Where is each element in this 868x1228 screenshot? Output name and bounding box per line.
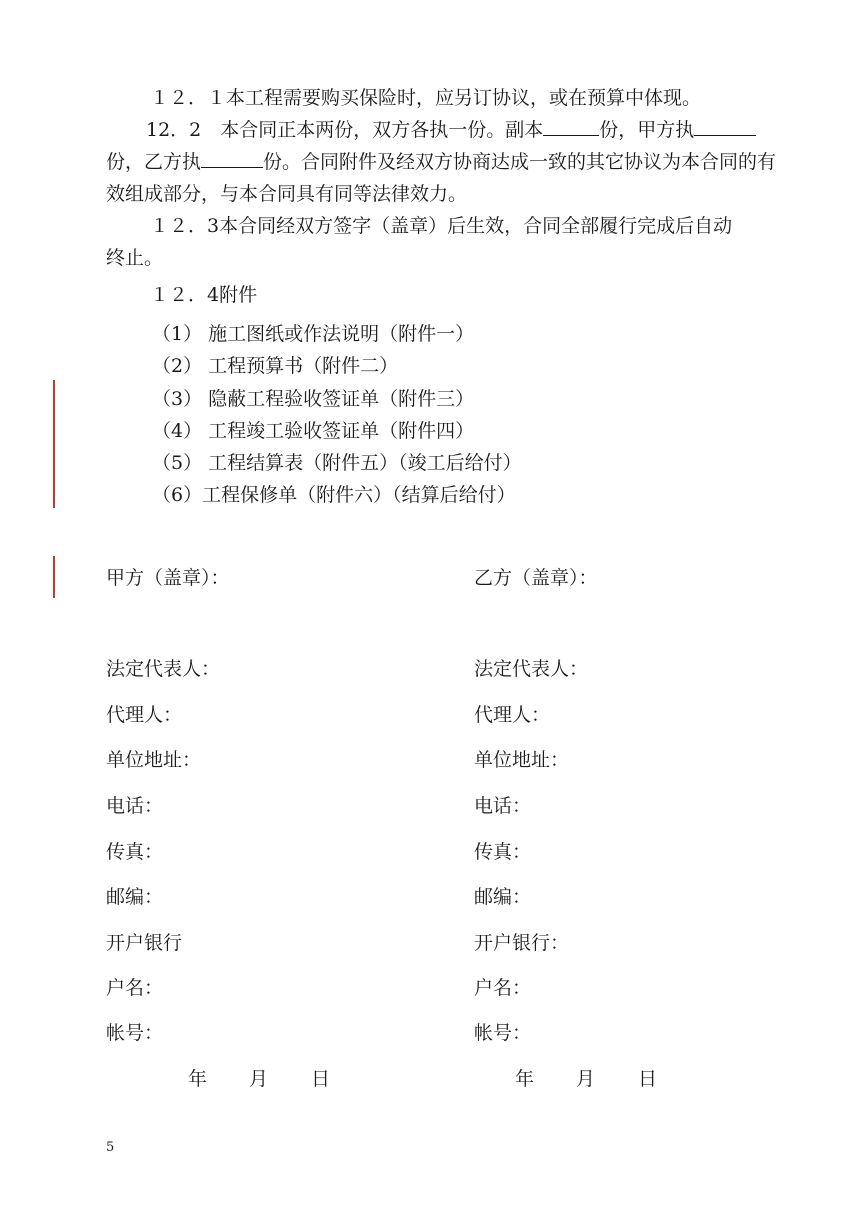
party-a-phone: 电话： — [106, 795, 164, 817]
party-b-date-day: 日 — [638, 1068, 658, 1090]
party-b-address: 单位地址： — [474, 749, 570, 771]
revision-mark — [53, 380, 55, 508]
party-b-phone: 电话： — [474, 795, 532, 817]
party-a-seal: 甲方（盖章）： — [106, 567, 230, 589]
party-b-account-name: 户名： — [474, 977, 532, 999]
clause-12-1: １２．１本工程需要购买保险时，应另订协议，或在预算中体现。 — [150, 87, 702, 109]
attachment-item: （5） 工程结算表（附件五）（竣工后给付） — [152, 452, 522, 474]
clause-12-2 — [106, 114, 782, 210]
party-a-date-year: 年 — [188, 1068, 208, 1090]
party-a-fax: 传真： — [106, 841, 164, 863]
attachment-item: （2） 工程预算书（附件二） — [152, 355, 399, 377]
clause-12-2-text: 份，乙方执 — [106, 151, 202, 173]
party-b-postcode: 邮编： — [474, 886, 532, 908]
party-a-agent: 代理人： — [106, 704, 183, 726]
party-a-representative: 法定代表人： — [106, 658, 221, 680]
party-b-date-year: 年 — [515, 1068, 535, 1090]
clause-12-2-text: 份，甲方执 — [599, 119, 695, 141]
attachment-item: （6）工程保修单（附件六）（结算后给付） — [152, 484, 516, 506]
clause-12-4: １２．4附件 — [150, 284, 258, 306]
copies-blank[interactable] — [543, 115, 599, 136]
attachment-item: （3） 隐蔽工程验收签证单（附件三） — [152, 388, 475, 410]
party-b-date-month: 月 — [576, 1068, 596, 1090]
attachment-item: （4） 工程竣工验收签证单（附件四） — [152, 420, 475, 442]
party-a-bank: 开户银行 — [106, 932, 183, 954]
clause-12-2-text: 份。合同附件及经双方协商达成一致的其它协议为本合同的有效组成部分，与本合同具有同等法律效力。 — [106, 151, 777, 205]
party-b-bank: 开户银行： — [474, 932, 570, 954]
party-a-date-month: 月 — [249, 1068, 269, 1090]
page-number: 5 — [106, 1140, 115, 1155]
clause-12-2-text: 12．2 本合同正本两份，双方各执一份。副本 — [146, 119, 544, 141]
party-b-seal: 乙方（盖章）： — [474, 567, 598, 589]
clause-12-3-cont: 终止。 — [106, 247, 164, 269]
party-b-account-number: 帐号： — [474, 1022, 532, 1044]
revision-mark — [53, 556, 55, 598]
party-b-agent: 代理人： — [474, 704, 551, 726]
party-b-fax: 传真： — [474, 841, 532, 863]
party-b-representative: 法定代表人： — [474, 658, 589, 680]
party-a-address: 单位地址： — [106, 749, 202, 771]
party-a-account-number: 帐号： — [106, 1022, 164, 1044]
attachment-item: （1） 施工图纸或作法说明（附件一） — [152, 323, 475, 345]
party-a-account-name: 户名： — [106, 977, 164, 999]
clause-12-3: １２．3本合同经双方签字（盖章）后生效，合同全部履行完成后自动 — [150, 215, 733, 237]
party-a-date-day: 日 — [311, 1068, 331, 1090]
party-a-copies-blank[interactable] — [694, 115, 756, 136]
party-a-postcode: 邮编： — [106, 886, 164, 908]
party-b-copies-blank[interactable] — [201, 147, 263, 168]
